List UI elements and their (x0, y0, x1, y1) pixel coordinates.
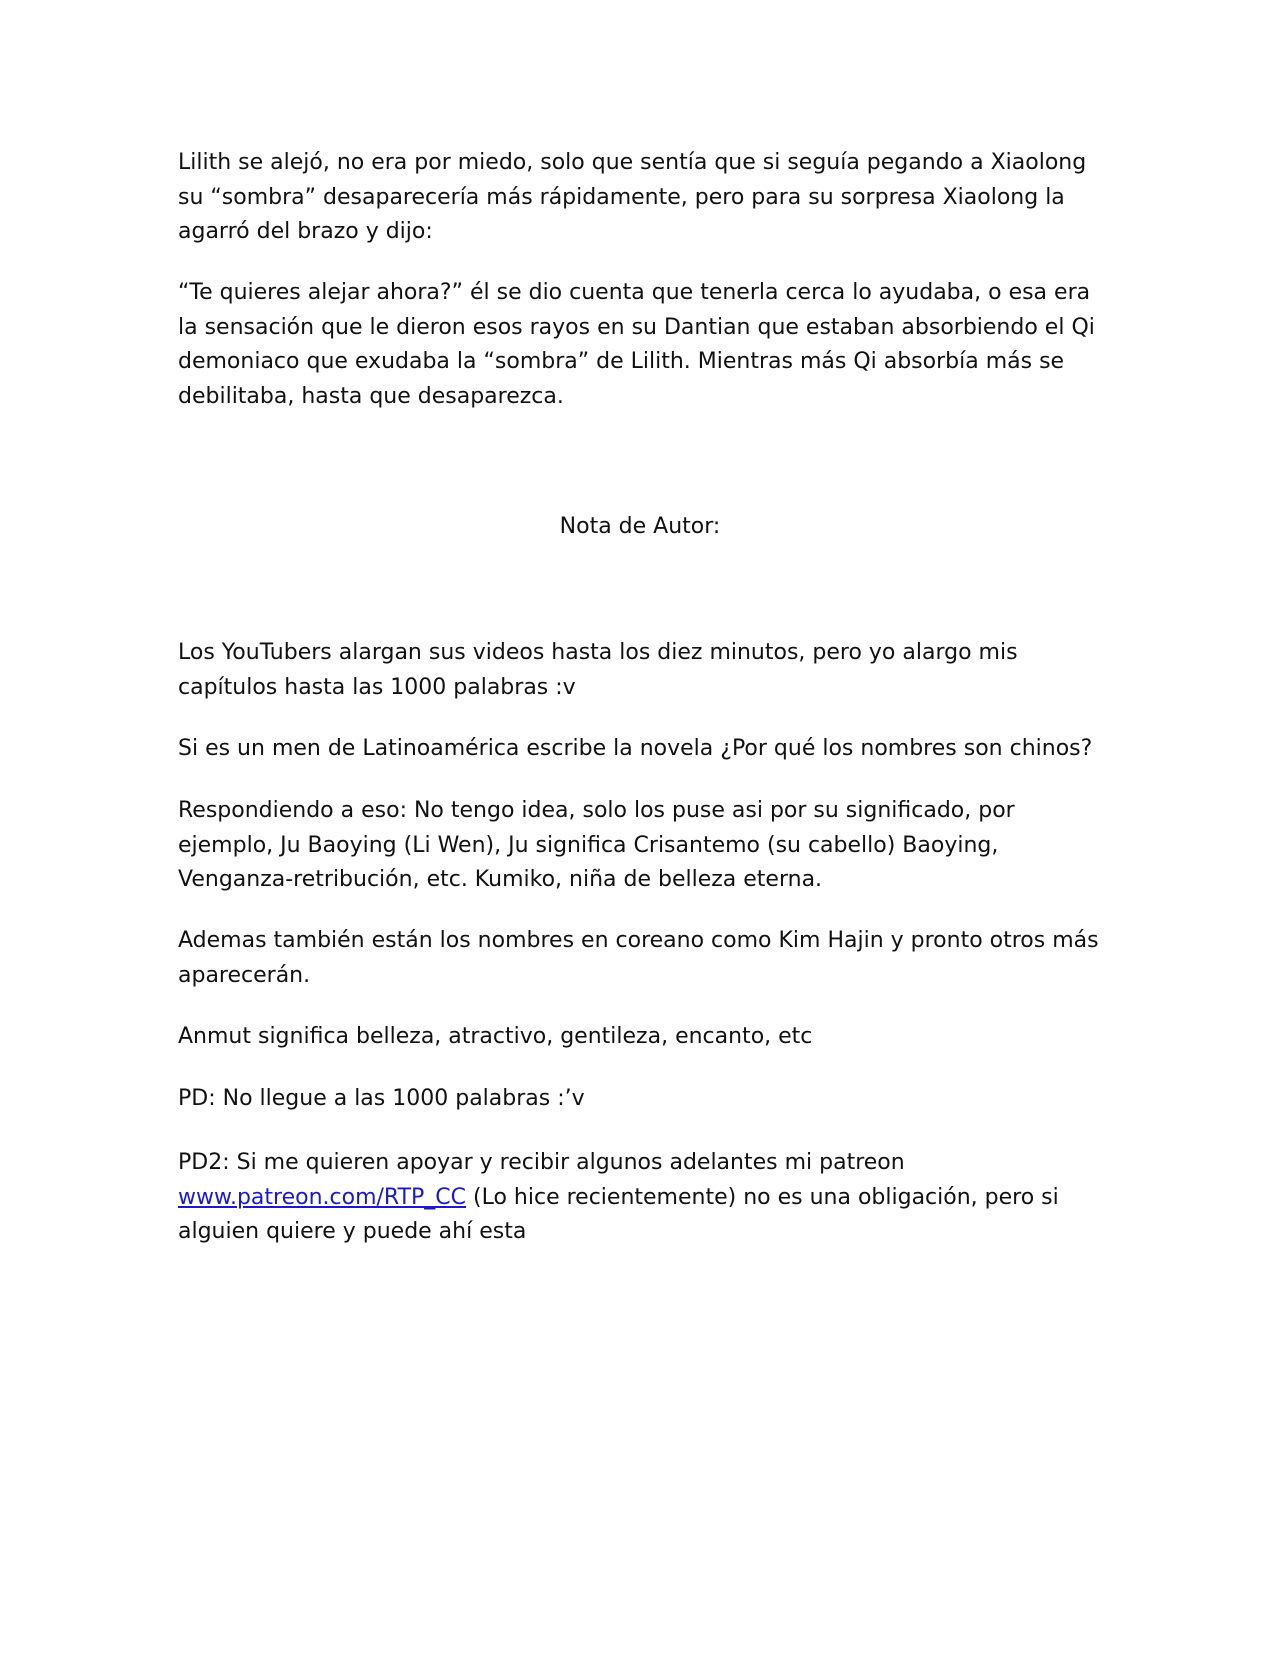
story-paragraph-1: Lilith se alejó, no era por miedo, solo que sentía que si seguía pegando a Xiaolong su “sombra” desaparecería más rápidamente, pero para su sorpresa Xiaolong la agarró del brazo y dijo: (178, 150, 1087, 244)
author-note-paragraph-7 (178, 1146, 1108, 1250)
author-note-paragraph-3: Respondiendo a eso: No tengo idea, solo los puse asi por su significado, por ejemplo, Ju Baoying (Li Wen), Ju significa Crisantemo (su cabello) Baoying, Venganza-retribución, etc. Kumiko, niña de belleza eterna. (178, 798, 1015, 892)
author-note-paragraph-1: Los YouTubers alargan sus videos hasta los diez minutos, pero yo alargo mis capítulos hasta las 1000 palabras :v (178, 640, 1018, 700)
patreon-prefix-text: PD2: Si me quieren apoyar y recibir algunos adelantes mi patreon (178, 1150, 905, 1175)
patreon-suffix-text: (Lo hice recientemente) no es una obligación, pero si alguien quiere y puede ahí esta (178, 1184, 1059, 1244)
author-note-paragraph-2: Si es un men de Latinoamérica escribe la novela ¿Por qué los nombres son chinos? (178, 736, 1093, 761)
author-note-paragraph-4: Ademas también están los nombres en coreano como Kim Hajin y pronto otros más aparecerán. (178, 928, 1099, 988)
author-note-paragraph-5: Anmut significa belleza, atractivo, gentileza, encanto, etc (178, 1024, 813, 1049)
author-note-paragraph-6: PD: No llegue a las 1000 palabras :’v (178, 1086, 585, 1111)
author-note-heading: Nota de Autor: (559, 514, 721, 539)
patreon-link[interactable]: www.patreon.com/RTP_CC (178, 1184, 467, 1210)
story-paragraph-2: “Te quieres alejar ahora?” él se dio cuenta que tenerla cerca lo ayudaba, o esa era la sensación que le dieron esos rayos en su Dantian que estaban absorbiendo el Qi demoniaco que exudaba la “sombra” de Lilith. Mientras más Qi absorbía más se debilitaba, hasta que desaparezca. (178, 280, 1095, 409)
